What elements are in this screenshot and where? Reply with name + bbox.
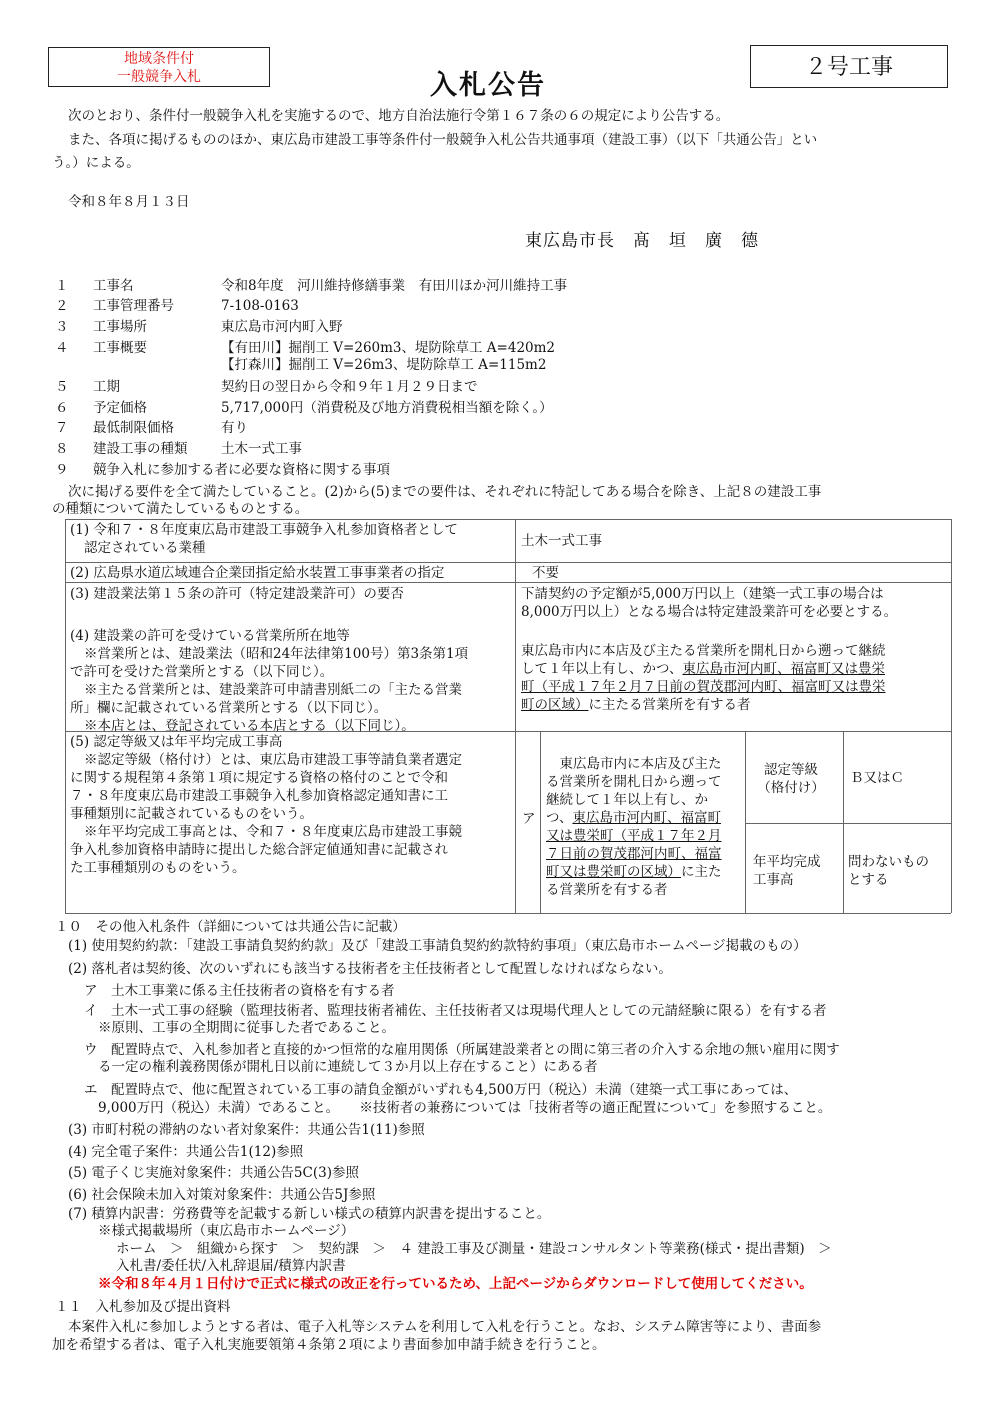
item-label: 予定価格 xyxy=(93,400,147,416)
row5-req-line: 争入札参加資格申請時に提出した総合評定値通知書に記載され xyxy=(70,842,448,858)
row4-req-line: ※営業所とは、建設業法（昭和24年法律第100号）第3条第1項 xyxy=(84,646,469,662)
page-title: 入札公告 xyxy=(430,70,546,101)
row5-loc-line: 継続して１年以上有し、か xyxy=(546,792,708,808)
row5-loc-line xyxy=(546,863,722,881)
section9-intro-2: の種類について満たしているものとする。 xyxy=(52,501,309,517)
row4-cond-line xyxy=(521,660,886,678)
badge-line-1: 地域条件付 xyxy=(124,51,194,67)
s10-item-6: (6) 社会保険未加入対策対象案件：共通公告5J参照 xyxy=(68,1187,376,1203)
s10-item-7-path-cont: 入札書/委任状/入札辞退届/積算内訳書 xyxy=(116,1258,346,1274)
item-value: 5,717,000円（消費税及び地方消費税相当額を除く。） xyxy=(221,400,553,416)
row4-requirement xyxy=(70,627,468,735)
item-8 xyxy=(55,440,302,458)
item-7 xyxy=(55,419,248,437)
grade-label-line: 認定等級 xyxy=(764,762,818,778)
s10-item-1: (1) 使用契約約款：「建設工事請負契約約款」及び「建設工事請負契約約款特約事項」（東広島市ホームページ掲載のもの） xyxy=(68,938,807,954)
row5-req-line: た工事種類別のものをいう。 xyxy=(70,860,246,876)
item-number: ６ xyxy=(55,400,69,416)
item-label: 工事場所 xyxy=(93,319,147,335)
row5-loc-text: に主た xyxy=(681,864,722,880)
item-value: 7-108-0163 xyxy=(221,298,299,314)
row5-req-line: 事種類別に記載されているものをいう。 xyxy=(70,806,313,822)
row4-req-line: (4) 建設業の許可を受けている営業所所在地等 xyxy=(70,628,350,644)
item-value: 有り xyxy=(221,420,248,436)
grade-value: Ｂ又はＣ xyxy=(850,770,904,786)
row5-loc-underlined: 東広島市河内町、福富町 xyxy=(572,810,721,826)
row5-location-condition xyxy=(546,755,722,899)
row4-cond-underlined: 町（平成１７年２月７日前の賀茂郡河内町、福富町又は豊栄 xyxy=(521,679,886,695)
row5-loc-line: 東広島市内に本店及び主た xyxy=(546,756,722,772)
item-value: 【有田川】掘削工 V=260m3、堤防除草工 A=420m2 xyxy=(221,340,556,356)
item-label: 建設工事の種類 xyxy=(93,441,188,457)
item-label: 工期 xyxy=(93,379,120,395)
row5-marker: ア xyxy=(522,811,536,827)
item-5 xyxy=(55,378,478,396)
row3-cond-line: 下請契約の予定額が5,000万円以上（建築一式工事の場合は xyxy=(521,586,884,602)
row1-req-line: 認定されている業種 xyxy=(84,540,206,556)
s10-item-7-note: ※様式掲載場所（東広島市ホームページ） xyxy=(98,1223,355,1239)
item-label: 工事管理番号 xyxy=(93,298,174,314)
section11-paragraph-2: 加を希望する者は、電子入札実施要領第４条第２項により書面参加申請手続きを行うこと。 xyxy=(52,1337,606,1353)
s10-item-2c: ウ 配置時点で、入札参加者と直接的かつ恒常的な雇用関係（所属建設業者との間に第三者の介入する余地の無い雇用に関す xyxy=(84,1042,840,1058)
row5-loc-line: る営業所を有する者 xyxy=(546,882,668,898)
section11-heading: １１ 入札参加及び提出資料 xyxy=(55,1299,231,1315)
item-number: ３ xyxy=(55,319,69,335)
s10-item-3: (3) 市町村税の滞納のない者対象案件：共通公告1(11)参照 xyxy=(68,1122,425,1138)
row2-condition: 不要 xyxy=(532,565,559,581)
row5-req-line: ※年平均完成工事高とは、令和７・８年度東広島市建設工事競 xyxy=(84,824,462,840)
row4-req-line: ※本店とは、登記されている本店とする（以下同じ）。 xyxy=(84,718,415,734)
item-number: ４ xyxy=(55,340,69,356)
row4-condition xyxy=(521,642,886,714)
row4-cond-line xyxy=(521,696,886,714)
notice-type-badge xyxy=(48,47,270,87)
item-number: ５ xyxy=(55,379,69,395)
badge-line-2: 一般競争入札 xyxy=(117,69,201,85)
row1-req-line: (1) 令和７・８年度東広島市建設工事競争入札参加資格者として xyxy=(70,522,458,538)
s10-item-2d: エ 配置時点で、他に配置されている工事の請負金額がいずれも4,500万円（税込）未満（建築一式工事にあっては、 xyxy=(84,1082,798,1098)
item-number: ８ xyxy=(55,441,69,457)
item-9 xyxy=(55,461,390,479)
project-number-badge: ２号工事 xyxy=(750,45,948,88)
s10-item-2: (2) 落札者は契約後、次のいずれにも該当する技術者を主任技術者として配置しなければならない。 xyxy=(68,961,672,977)
s10-item-2b: イ 土木一式工事の経験（監理技術者、監理技術者補佐、主任技術者又は現場代理人としての元請経験に限る）を有する者 xyxy=(84,1003,827,1019)
item-number: ２ xyxy=(55,298,69,314)
item-number: ９ xyxy=(55,462,69,478)
avg-completion-label xyxy=(753,853,821,889)
row4-cond-line: 東広島市内に本店及び主たる営業所を開札日から遡って継続 xyxy=(521,643,886,659)
row1-requirement xyxy=(70,521,458,557)
section10-heading: １０ その他入札条件（詳細については共通公告に記載） xyxy=(55,919,406,935)
item-value: 土木一式工事 xyxy=(221,441,302,457)
row4-cond-text: に主たる営業所を有する者 xyxy=(588,697,751,713)
avg-label-line: 工事高 xyxy=(753,872,794,888)
s10-item-7: (7) 積算内訳書：労務費等を記載する新しい様式の積算内訳書を提出すること。 xyxy=(68,1206,551,1222)
row1-condition: 土木一式工事 xyxy=(521,533,602,549)
row3-requirement: (3) 建設業法第１５条の許可（特定建設業許可）の要否 xyxy=(70,586,404,602)
item-2 xyxy=(55,297,299,315)
item-label: 競争入札に参加する者に必要な資格に関する事項 xyxy=(93,462,390,478)
section11-paragraph-1: 本案件入札に参加しようとする者は、電子入札等システムを利用して入札を行うこと。なお、システム障害等により、書面参 xyxy=(68,1319,822,1335)
item-1 xyxy=(55,277,567,295)
row3-condition xyxy=(521,585,897,621)
section9-intro-1: 次に掲げる要件を全て満たしていること。(2)から(5)までの要件は、それぞれに特記してある場合を除き、上記８の建設工事 xyxy=(68,484,822,500)
item-label: 工事概要 xyxy=(93,340,147,356)
row4-cond-underlined: 東広島市河内町、福富町又は豊栄 xyxy=(682,661,885,677)
row4-cond-underlined: 町の区域） xyxy=(521,697,589,713)
row3-cond-line: 8,000万円以上）となる場合は特定建設業許可を必要とする。 xyxy=(521,604,898,620)
s10-item-5: (5) 電子くじ実施対象案件：共通公告5C(3)参照 xyxy=(68,1165,359,1181)
row4-cond-text: して１年以上有し、かつ、 xyxy=(521,661,683,677)
item-3 xyxy=(55,318,343,336)
row5-req-line: ※認定等級（格付け）とは、東広島市建設工事等請負業者選定 xyxy=(84,752,462,768)
avg-value-line: 問わないもの xyxy=(848,854,929,870)
row5-loc-underlined: 町又は豊栄町の区域） xyxy=(546,864,681,880)
intro-line-2: また、各項に掲げるもののほか、東広島市建設工事等条件付一般競争入札公告共通事項（建設工事）（以下「共通公告」とい xyxy=(68,132,818,148)
row4-req-line: 所」欄に記載されている営業所とする（以下同じ）。 xyxy=(70,700,388,716)
row5-req-line: (5) 認定等級又は年平均完成工事高 xyxy=(70,734,283,750)
avg-completion-value xyxy=(848,853,929,889)
item-4-value-2: 【打森川】掘削工 V=26m3、堤防除草工 A=115m2 xyxy=(221,357,547,373)
row5-loc-text: つ、 xyxy=(546,810,573,826)
intro-line-3: う。）による。 xyxy=(52,155,140,171)
row5-loc-line: る営業所を開札日から遡って xyxy=(546,774,722,790)
intro-line-1: 次のとおり、条件付一般競争入札を実施するので、地方自治法施行令第１６７条の６の規定により公告する。 xyxy=(68,108,730,124)
item-4 xyxy=(55,339,555,357)
item-value: 東広島市河内町入野 xyxy=(221,319,343,335)
item-value: 令和8年度 河川維持修繕事業 有田川ほか河川維持工事 xyxy=(221,278,568,294)
avg-value-line: とする xyxy=(848,872,889,888)
row5-loc-line xyxy=(546,809,722,827)
s10-item-2d-cont: 9,000万円（税込）未満）であること。 ※技術者の兼務については「技術者等の適正配置について」を参照すること。 xyxy=(98,1100,832,1116)
grade-label xyxy=(753,761,829,797)
row5-requirement xyxy=(70,733,462,877)
s10-item-2c-cont: る一定の権利義務関係が開札日以前に連続して３か月以上存在すること）にある者 xyxy=(98,1059,598,1075)
item-label: 最低制限価格 xyxy=(93,420,174,436)
row5-loc-underlined: 又は豊栄町（平成１７年２月 xyxy=(546,828,722,844)
s10-item-4: (4) 完全電子案件：共通公告1(12)参照 xyxy=(68,1144,304,1160)
row2-requirement: (2) 広島県水道広域連合企業団指定給水装置工事事業者の指定 xyxy=(70,565,445,581)
item-value: 契約日の翌日から令和９年１月２９日まで xyxy=(221,379,478,395)
item-label: 工事名 xyxy=(93,278,134,294)
row5-req-line: に関する規程第４条第１項に規定する資格の格付のことで令和 xyxy=(70,770,448,786)
row5-loc-underlined: ７日前の賀茂郡河内町、福富 xyxy=(546,846,722,862)
item-number: ７ xyxy=(55,420,69,436)
avg-label-line: 年平均完成 xyxy=(753,854,821,870)
s10-item-7-path: ホーム ＞ 組織から探す ＞ 契約課 ＞ ４ 建設工事及び測量・建設コンサルタント等業務(様式・提出書類) ＞ xyxy=(116,1241,832,1257)
s10-item-2b-note: ※原則、工事の全期間に従事した者であること。 xyxy=(98,1020,395,1036)
item-number: １ xyxy=(55,278,69,294)
row4-req-line: で許可を受けた営業所とする（以下同じ）。 xyxy=(70,664,334,680)
notice-date: 令和８年８月１３日 xyxy=(68,194,190,210)
item-6 xyxy=(55,399,553,417)
row5-req-line: ７・８年度東広島市建設工事競争入札参加資格認定通知書に工 xyxy=(70,788,448,804)
form-revision-notice: ※令和８年４月１日付けで正式に様式の改正を行っているため、上記ページからダウンロードして使用してください。 xyxy=(98,1276,813,1292)
s10-item-2a: ア 土木工事業に係る主任技術者の資格を有する者 xyxy=(84,983,395,999)
row4-req-line: ※主たる営業所とは、建設業許可申請書別紙二の「主たる営業 xyxy=(84,682,462,698)
grade-label-line: （格付け） xyxy=(757,780,825,796)
mayor-name: 東広島市長 髙 垣 廣 德 xyxy=(525,231,759,251)
